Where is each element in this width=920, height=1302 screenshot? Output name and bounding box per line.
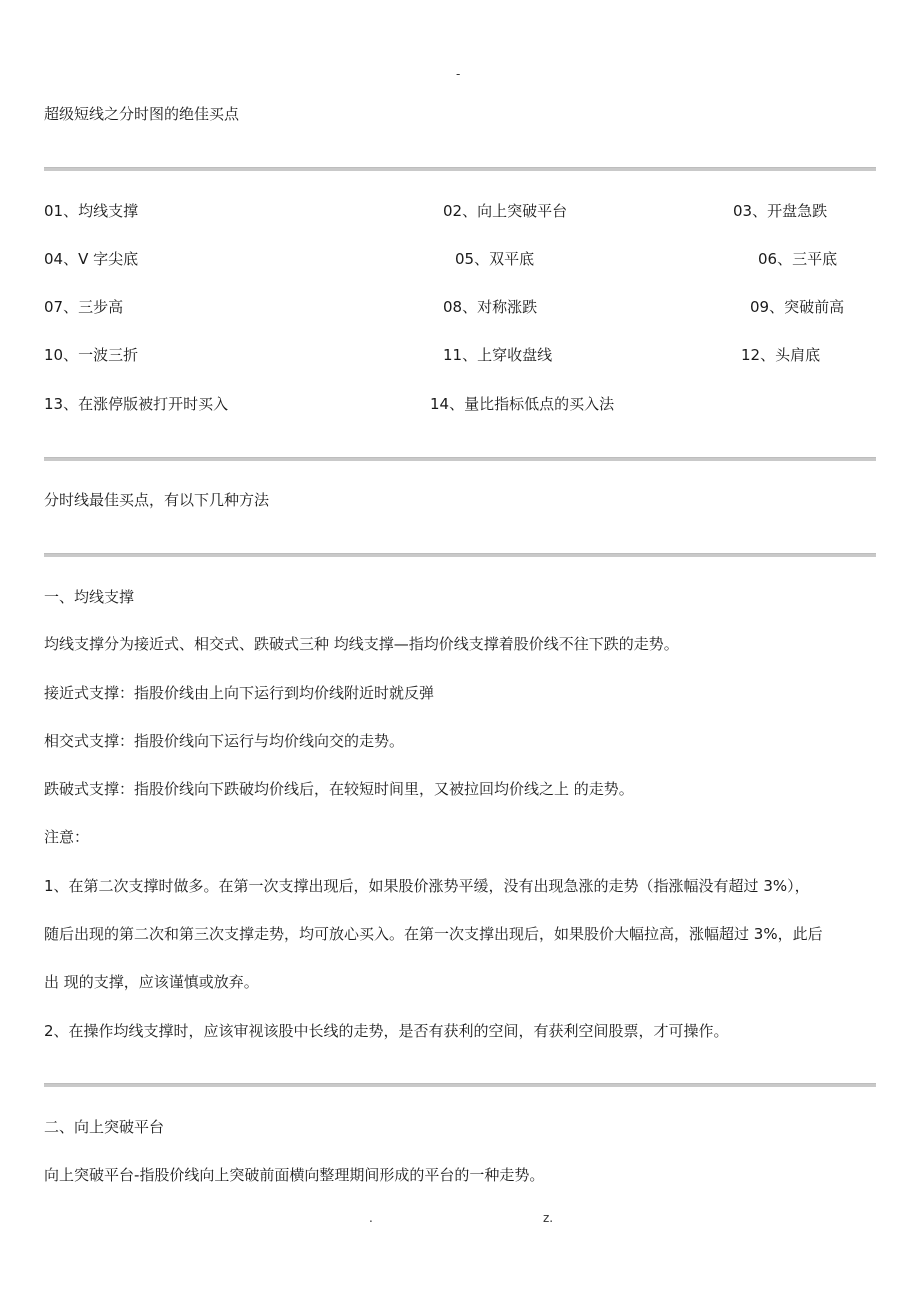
- paragraph: 出 现的支撑，应该谨慎或放弃。: [44, 973, 259, 991]
- toc-item: 09、突破前高: [750, 298, 845, 316]
- toc-item: 03、开盘急跌: [733, 202, 828, 220]
- paragraph: 1、在第二次支撑时做多。在第一次支撑出现后，如果股价涨势平缓，没有出现急涨的走势（指涨幅没有超过 3%），: [44, 877, 810, 895]
- toc-item: 05、双平底: [455, 250, 535, 268]
- divider: [44, 167, 876, 171]
- toc-item: 07、三步高: [44, 298, 124, 316]
- toc-item: 14、量比指标低点的买入法: [430, 395, 615, 413]
- paragraph: 均线支撑分为接近式、相交式、跌破式三种 均线支撑—指均价线支撑着股价线不往下跌的走势。: [44, 635, 679, 653]
- paragraph: 随后出现的第二次和第三次支撑走势，均可放心买入。在第一次支撑出现后，如果股价大幅拉高，涨幅超过 3%，此后: [44, 925, 823, 943]
- note-label: 注意：: [44, 828, 90, 846]
- paragraph: 接近式支撑：指股价线由上向下运行到均价线附近时就反弹: [44, 684, 435, 702]
- footer-left-mark: .: [369, 1211, 373, 1225]
- divider: [44, 553, 876, 557]
- toc-item: 02、向上突破平台: [443, 202, 568, 220]
- toc-item: 10、一波三折: [44, 346, 139, 364]
- toc-item: 06、三平底: [758, 250, 838, 268]
- paragraph: 跌破式支撑：指股价线向下跌破均价线后，在较短时间里，又被拉回均价线之上 的走势。: [44, 780, 634, 798]
- paragraph: 2、在操作均线支撑时，应该审视该股中长线的走势，是否有获利的空间，有获利空间股票，才可操作。: [44, 1022, 729, 1040]
- header-mark: -: [456, 67, 461, 81]
- toc-item: 04、V 字尖底: [44, 250, 139, 268]
- paragraph: 相交式支撑：指股价线向下运行与均价线向交的走势。: [44, 732, 405, 750]
- divider: [44, 457, 876, 461]
- intro-text: 分时线最佳买点，有以下几种方法: [44, 491, 270, 509]
- toc-item: 13、在涨停版被打开时买入: [44, 395, 229, 413]
- paragraph: 向上突破平台-指股价线向上突破前面横向整理期间形成的平台的一种走势。: [44, 1166, 545, 1184]
- divider: [44, 1083, 876, 1087]
- toc-item: 01、均线支撑: [44, 202, 139, 220]
- toc-item: 12、头肩底: [741, 346, 821, 364]
- footer-right-mark: z.: [543, 1211, 554, 1225]
- section-heading: 二、向上突破平台: [44, 1118, 165, 1136]
- toc-item: 11、上穿收盘线: [443, 346, 553, 364]
- toc-item: 08、对称涨跌: [443, 298, 538, 316]
- section-heading: 一、均线支撑: [44, 588, 135, 606]
- doc-title: 超级短线之分时图的绝佳买点: [44, 105, 240, 123]
